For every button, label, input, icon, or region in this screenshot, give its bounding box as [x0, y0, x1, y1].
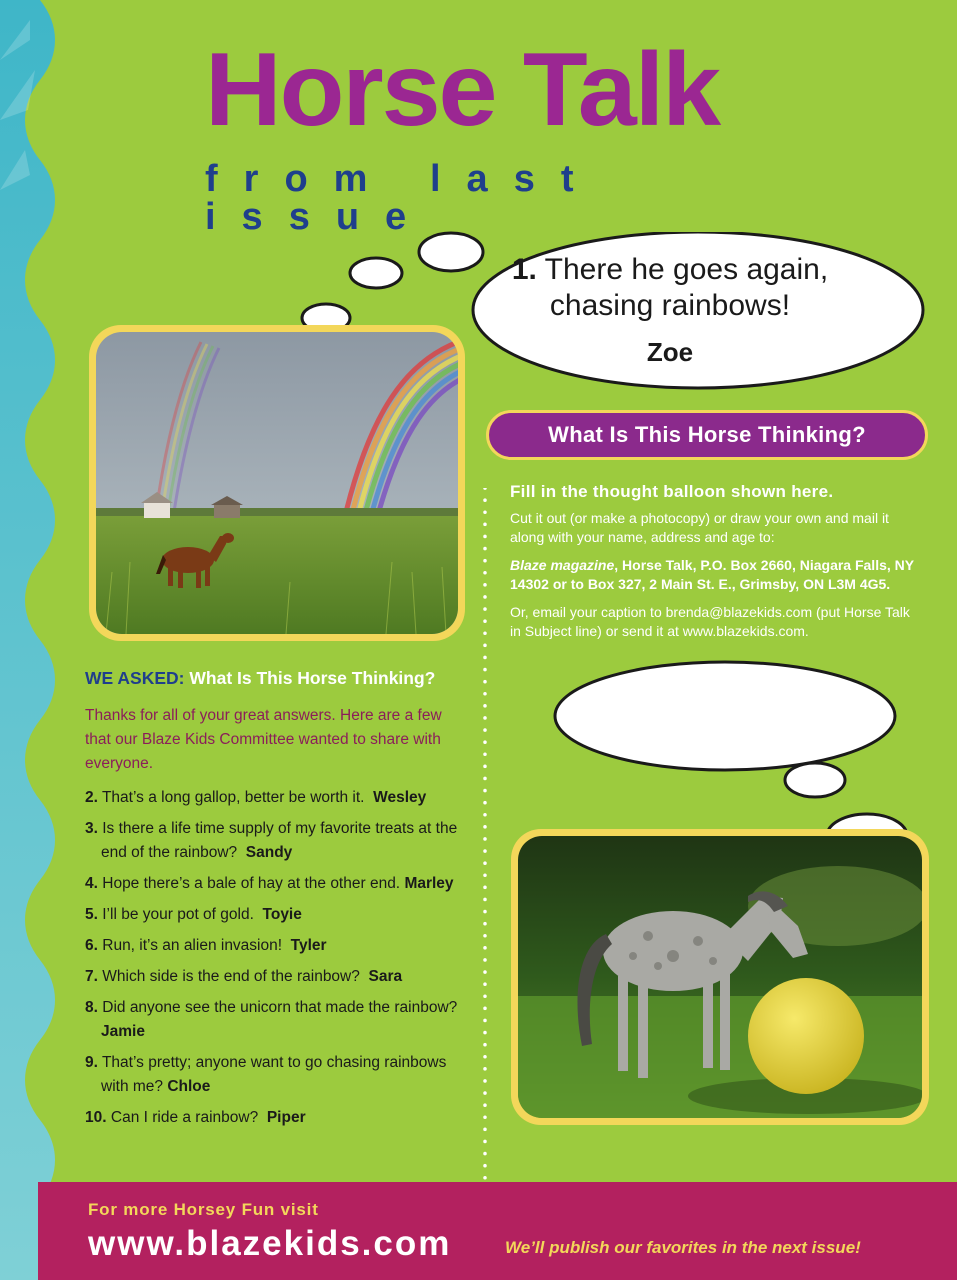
list-item: 4. Hope there’s a bale of hay at the other end. Marley [85, 875, 454, 892]
contest-instructions-text: Cut it out (or make a photocopy) or draw your own and mail it along with your name, address and age to: [510, 510, 889, 545]
featured-caption-line1: There he goes again, [544, 253, 829, 286]
we-asked-label: WE ASKED: [85, 668, 185, 688]
contest-instructions [510, 482, 920, 650]
email-note: Or, email your caption to brenda@blazekids.com (put Horse Talk in Subject line) or send it at www.blazekids.com. [510, 604, 910, 639]
footer-url-link[interactable]: www.blazekids.com [88, 1224, 452, 1263]
rainbow-horse-photo [86, 322, 468, 644]
we-asked-intro: Thanks for all of your great answers. Here are a few that our Blaze Kids Committee wanted to share with everyone. [85, 707, 442, 772]
page-subtitle: from last issue [205, 158, 600, 238]
contest-heading: What Is This Horse Thinking? [486, 410, 928, 460]
we-asked-question: What Is This Horse Thinking? [189, 668, 436, 688]
page-title: Horse Talk [205, 32, 720, 148]
list-item: 7. Which side is the end of the rainbow? Sara [85, 968, 403, 985]
mailing-address [510, 556, 920, 594]
mailing-address-text: , Horse Talk, P.O. Box 2660, Niagara Falls, NY 14302 or to Box 327, 2 Main St. E., Grimsby, ON L3M 4G5. [510, 557, 914, 592]
contest-lead: Fill in the thought balloon shown here. [510, 482, 834, 501]
list-item: 9. That’s pretty; anyone want to go chasing rainbows with me? Chloe [85, 1054, 447, 1095]
side-wave-border [0, 0, 70, 1280]
featured-number: 1. [511, 253, 537, 286]
footer-more-text: For more Horsey Fun visit [88, 1200, 319, 1219]
dotted-divider [482, 488, 488, 1278]
list-item: 8. Did anyone see the unicorn that made the rainbow? Jamie [85, 999, 458, 1040]
footer-publish-note: We’ll publish our favorites in the next issue! [505, 1238, 861, 1257]
list-item: 5. I’ll be your pot of gold. Toyie [85, 906, 302, 923]
list-item: 2. That’s a long gallop, better be worth it. Wesley [85, 789, 427, 806]
list-item: 6. Run, it’s an alien invasion! Tyler [85, 937, 327, 954]
we-asked-heading [85, 668, 465, 689]
grey-horse-ball-photo [508, 826, 932, 1128]
featured-caption [470, 252, 870, 324]
list-item: 3. Is there a life time supply of my favorite treats at the end of the rainbow? Sandy [85, 820, 458, 861]
list-item: 10. Can I ride a rainbow? Piper [85, 1109, 306, 1126]
featured-author: Zoe [646, 337, 694, 367]
magazine-name: Blaze magazine [510, 557, 615, 573]
featured-caption-line2: chasing rainbows! [549, 289, 791, 322]
reader-answers-list [85, 786, 470, 1137]
